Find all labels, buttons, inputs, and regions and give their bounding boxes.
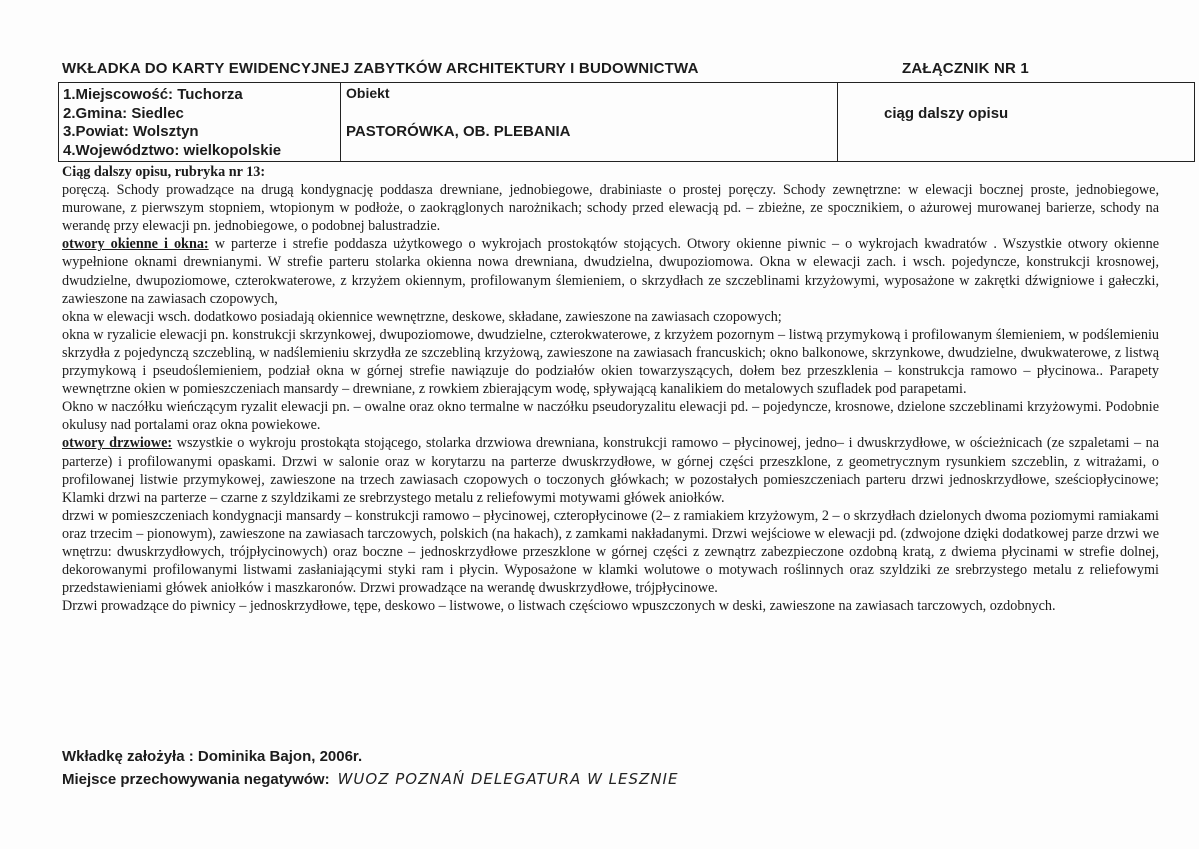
document-footer bbox=[62, 746, 678, 791]
document-header bbox=[62, 60, 1197, 77]
document-title: WKŁADKA DO KARTY EWIDENCYJNEJ ZABYTKÓW ARCHITEKTURY I BUDOWNICTWA bbox=[62, 60, 699, 77]
attachment-label: ZAŁĄCZNIK NR 1 bbox=[902, 60, 1029, 77]
county-field: 3.Powiat: Wolsztyn bbox=[63, 123, 199, 140]
risalit-windows-paragraph: okna w ryzalicie elewacji pn. konstrukcji skrzynkowej, dwupoziomowe, dwudzielne, czterokwaterowe, z krzyżem pozornym – listwą przymykową i profilowanym ślemieniem, w podślemieniu skrzydła z pojedynczą szczebliną, w nadślemieniu skrzydła ze szczebliną krzyżową, zawieszone na zawiasach francuskich; okno balkonowe, skrzynkowe, dwudzielne, dwukwaterowe, z listwą przymykową i pseudoślemieniem, podział okna w górnej strefie nawiązuje do podziałów okien towarzyszących, dołem bez przeszklenia – konstrukcja ramowo – płycinowa.. Parapety wewnętrzne okien w pomieszczeniach mansardy – drewniane, z rowkiem zbierającym wodę, spływającą kanalikiem do metalowych szufladek pod parapetami. bbox=[62, 326, 1159, 398]
negatives-handwritten-value: WUOZ POZNAŃ DELEGATURA W LESZNIE bbox=[337, 770, 679, 788]
windows-label: otwory okienne i okna: bbox=[62, 236, 209, 253]
negatives-line bbox=[62, 768, 678, 791]
description-text bbox=[62, 163, 1159, 615]
location-cell bbox=[59, 83, 341, 161]
pediment-windows-paragraph: Okno w naczółku wieńczącym ryzalit elewacji pn. – owalne oraz okno termalne w naczółku pseudoryzalitu elewacji pd. – pojedyncze, krosnowe, dzielone szczeblinami krzyżowymi. Podobnie okulusy nad portalami oraz okna powiekowe. bbox=[62, 399, 1159, 434]
author-line: Wkładkę założyła : Dominika Bajon, 2006r. bbox=[62, 748, 363, 765]
description-heading: Ciąg dalszy opisu, rubryka nr 13: bbox=[62, 164, 266, 180]
doors-paragraph bbox=[62, 434, 1159, 506]
windows-paragraph bbox=[62, 235, 1159, 307]
doors-label: otwory drzwiowe: bbox=[62, 435, 173, 452]
continuation-cell bbox=[838, 83, 1194, 161]
voivodeship-field: 4.Województwo: wielkopolskie bbox=[63, 141, 282, 159]
identification-table bbox=[58, 82, 1195, 162]
doors-text: wszystkie o wykroju prostokąta stojącego, stolarka drzwiowa drewniana, konstrukcji ramowo – płycinowej, jedno– i dwuskrzydłowe, w ościeżnicach (ze szpaletami – na parterze) i profilowanymi opaskami. Drzwi w salonie oraz w korytarzu na parterze dwuskrzydłowe, w górnej części przeszklone, z geometrycznym rysunkiem szczeblin, z witrażami, o profilowanej listwie przymykowej, zawieszone na trzech zawiasach czopowych o toczonych główkach; w pozostałych pomieszczeniach parteru drzwi jednoskrzydłowe, sześciopłycinowe; Klamki drzwi na parterze – czarne z szyldzikami ze srebrzystego metalu z reliefowymi motywami główek aniołków. bbox=[62, 435, 1159, 506]
shutters-paragraph: okna w elewacji wsch. dodatkowo posiadają okiennice wewnętrzne, deskowe, składane, zawieszone na zawiasach czopowych; bbox=[62, 308, 782, 325]
object-cell bbox=[341, 83, 838, 161]
cellar-doors-paragraph: Drzwi prowadzące do piwnicy – jednoskrzydłowe, tępe, deskowo – listwowe, o listwach częściowo wpuszczonych w deski, zawieszone na zawiasach tarczowych, ozdobnych. bbox=[62, 598, 1056, 615]
stairs-paragraph: poręczą. Schody prowadzące na drugą kondygnację poddasza drewniane, jednobiegowe, drabiniaste o prostej poręczy. Schody zewnętrzne: w elewacji bocznej proste, jednobiegowe, murowane, z pierwszym stopniem, wtopionym w podłoże, o zaokrąglonych narożnikach; schody przed elewacją pd. – zbieżne, ze spocznikiem, o ażurowej murowanej barierze, schody na werandę przy elewacji pn. jednobiegowe, o podobnej balustradzie. bbox=[62, 182, 1159, 235]
commune-field: 2.Gmina: Siedlec bbox=[63, 104, 184, 122]
place-field: 1.Miejscowość: Tuchorza bbox=[63, 86, 243, 103]
object-name: PASTORÓWKA, OB. PLEBANIA bbox=[346, 123, 571, 140]
negatives-label: Miejsce przechowywania negatywów: bbox=[62, 771, 330, 788]
windows-text: w parterze i strefie poddasza użytkowego o wykrojach prostokątów stojących. Otwory okienne piwnic – o wykrojach kwadratów . Wszystkie otwory okienne wypełnione oknami drewnianymi. W strefie parteru stolarka okienna nowa drewniana, dwudzielna, dwupoziomowa. Okna w elewacji zach. i wsch. pojedyncze, konstrukcji krosnowej, dwudzielne, dwupoziomowe, czterokwaterowe, z krzyżem okiennym, profilowanym ślemieniem, o skrzydłach ze szczeblinami krzyżowymi, wyposażone w zakrętki dźwigniowe i gałeczki, zawieszone na zawiasach czopowych, bbox=[62, 236, 1159, 307]
object-label: Obiekt bbox=[346, 85, 390, 101]
continuation-label: ciąg dalszy opisu bbox=[884, 105, 1009, 122]
mansard-doors-paragraph: drzwi w pomieszczeniach kondygnacji mansardy – konstrukcji ramowo – płycinowej, czteropłycinowe (2– z ramiakiem krzyżowym, 2 – o skrzydłach dzielonych dwoma poziomymi ramiakami oraz trzecim – pionowym), zawieszone na zawiasach tarczowych, polskich (na hakach), z zamkami nakładanymi. Drzwi wejściowe w elewacji pd. (zdwojone dzięki dodatkowej parze drzwi we wnętrzu: dwuskrzydłowych, trójpłycinowych) oraz boczne – jednoskrzydłowe przeszklone w górnej części z zewnątrz zabezpieczone ozdobną kratą, z dwiema płycinami w strefie dolnej, dekorowanymi profilowanymi listwami zasłaniającymi styki ram i płycin. Wyposażone w klamki wolutowe o motywach roślinnych oraz szyldziki ze srebrzystego metalu z reliefowymi przedstawieniami główek aniołków i maszkaronów. Drzwi prowadzące na werandę dwuskrzydłowe, trójpłycinowe. bbox=[62, 507, 1159, 597]
